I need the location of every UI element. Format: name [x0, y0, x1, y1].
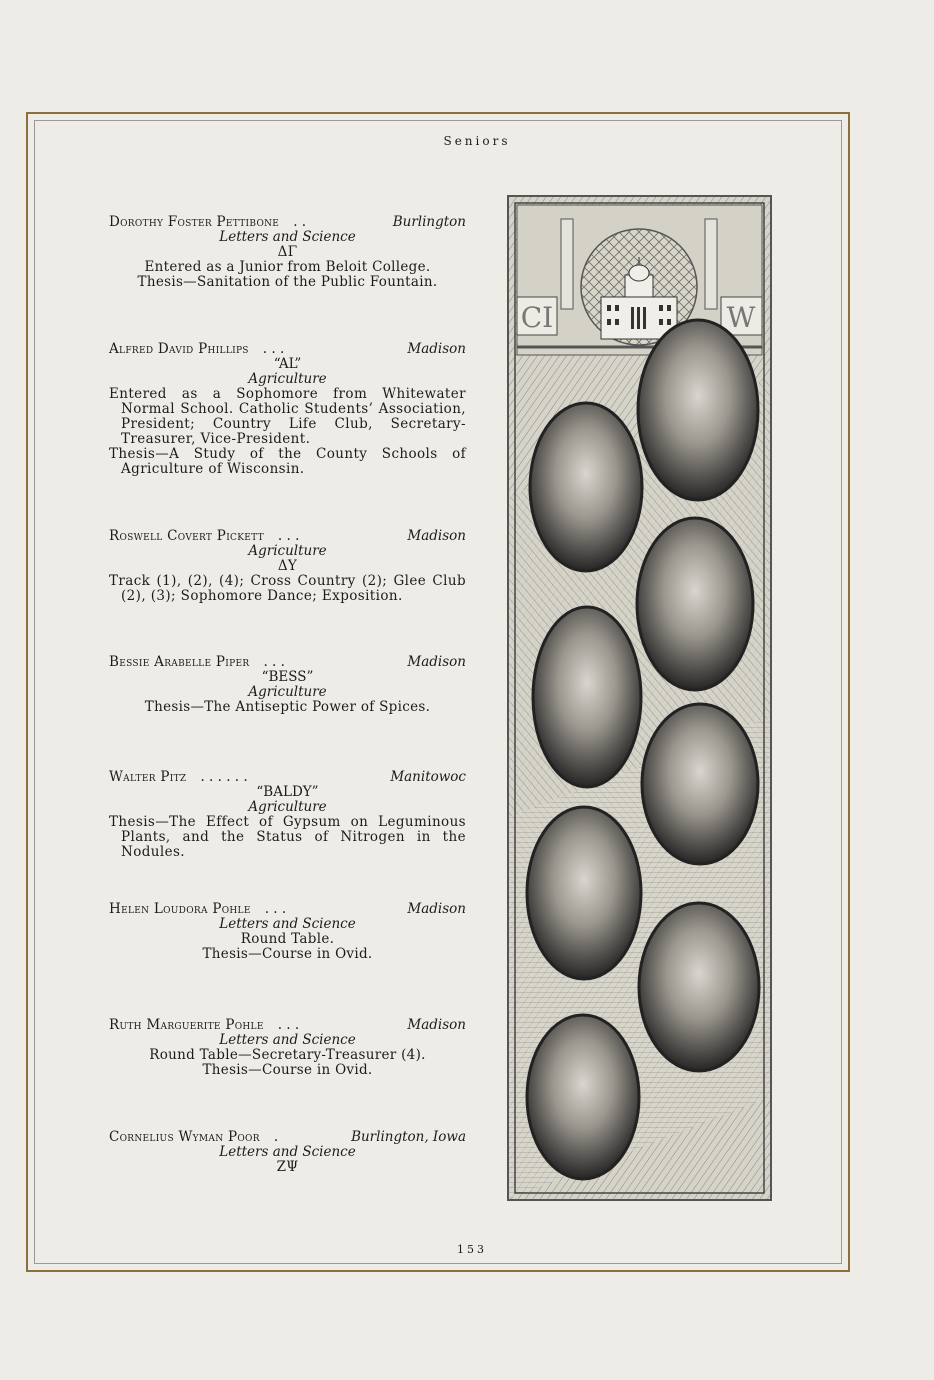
leader-dots: . . . — [277, 1017, 300, 1033]
course: Agriculture — [248, 371, 327, 387]
entry-line: ΔΓ — [277, 244, 298, 260]
portrait-6 — [527, 807, 641, 979]
page-number: 153 — [457, 1243, 487, 1256]
student-name: Bessie Arabelle Piper — [109, 654, 250, 670]
student-name: Roswell Covert Pickett — [109, 528, 264, 544]
student-name: Alfred David Phillips — [109, 341, 249, 357]
senior-entry — [109, 215, 466, 290]
portrait-panel — [507, 195, 772, 1201]
entry-line: ΔΥ — [277, 558, 298, 574]
portrait-8 — [527, 1015, 639, 1179]
course: Agriculture — [248, 543, 327, 559]
entry-header — [109, 342, 466, 357]
portrait-panel-art — [509, 197, 770, 1199]
entry-header — [109, 529, 466, 544]
hometown: Madison — [407, 654, 466, 670]
course: Agriculture — [248, 684, 327, 700]
leader-dots: . . . — [263, 654, 285, 670]
entry-header — [109, 655, 466, 670]
leader-dots: . . . — [262, 341, 285, 357]
course: Letters and Science — [219, 229, 356, 245]
portrait-1 — [638, 320, 758, 500]
student-name: Ruth Marguerite Pohle — [109, 1017, 264, 1033]
senior-entry — [109, 342, 466, 477]
course: Letters and Science — [219, 1144, 356, 1160]
hometown: Burlington — [392, 214, 466, 230]
nickname: “BALDY” — [256, 784, 319, 800]
hometown: Madison — [407, 528, 466, 544]
entry-header — [109, 902, 466, 917]
hometown: Madison — [407, 1017, 466, 1033]
portrait-7 — [639, 903, 759, 1071]
entry-line: Thesis—Course in Ovid. — [202, 1062, 373, 1078]
senior-entry — [109, 770, 466, 860]
student-name: Helen Loudora Pohle — [109, 901, 251, 917]
entry-line: Thesis—Course in Ovid. — [202, 946, 373, 962]
running-head: Seniors — [443, 134, 511, 148]
portrait-3 — [637, 518, 753, 690]
hometown: Burlington, Iowa — [351, 1129, 466, 1145]
seal-right-letter: W — [726, 301, 756, 334]
nickname: “AL” — [273, 356, 302, 372]
entry-line: Thesis—Sanitation of the Public Fountain. — [137, 274, 438, 290]
entry-line: Round Table—Secretary-Treasurer (4). — [149, 1047, 426, 1063]
entry-line: Entered as a Junior from Beloit College. — [144, 259, 431, 275]
nickname: “BESS” — [261, 669, 314, 685]
hometown: Manitowoc — [390, 769, 466, 785]
entry-line: ΖΨ — [276, 1159, 299, 1175]
student-name: Cornelius Wyman Poor — [109, 1129, 260, 1145]
entry-header — [109, 1130, 466, 1145]
hometown: Madison — [407, 901, 466, 917]
portrait-2 — [530, 403, 642, 571]
portrait-5 — [642, 704, 758, 864]
activities: Entered as a Sophomore from Whitewater Normal School. Catholic Students’ Association, President; Country Life Club, Secretary-Treasurer, Vice-President. — [109, 386, 466, 447]
hometown: Madison — [407, 341, 466, 357]
entry-header — [109, 215, 466, 230]
entry-line: Thesis—The Antiseptic Power of Spices. — [144, 699, 431, 715]
senior-entry — [109, 1018, 466, 1078]
leader-dots: . . — [293, 214, 307, 230]
leader-dots: . — [273, 1129, 279, 1145]
course: Letters and Science — [219, 1032, 356, 1048]
entry-line: Round Table. — [240, 931, 335, 947]
leader-dots: . . . — [264, 901, 287, 917]
entry-header — [109, 770, 466, 785]
course: Agriculture — [248, 799, 327, 815]
senior-entry — [109, 655, 466, 715]
seal-left-letter: CI — [520, 301, 554, 334]
student-name: Dorothy Foster Pettibone — [109, 214, 280, 230]
portrait-4 — [533, 607, 641, 787]
leader-dots: . . . — [277, 528, 300, 544]
entry-header — [109, 1018, 466, 1033]
senior-entry — [109, 529, 466, 604]
activities: Track (1), (2), (4); Cross Country (2); Glee Club (2), (3); Sophomore Dance; Exposition. — [109, 573, 466, 604]
senior-entry — [109, 902, 466, 962]
senior-entry — [109, 1130, 466, 1175]
student-name: Walter Pitz — [109, 769, 187, 785]
course: Letters and Science — [219, 916, 356, 932]
activities: Thesis—The Effect of Gypsum on Leguminous Plants, and the Status of Nitrogen in the Nodules. — [109, 814, 466, 860]
leader-dots: . . . . . . — [200, 769, 248, 785]
activities: Thesis—A Study of the County Schools of Agriculture of Wisconsin. — [109, 446, 466, 477]
